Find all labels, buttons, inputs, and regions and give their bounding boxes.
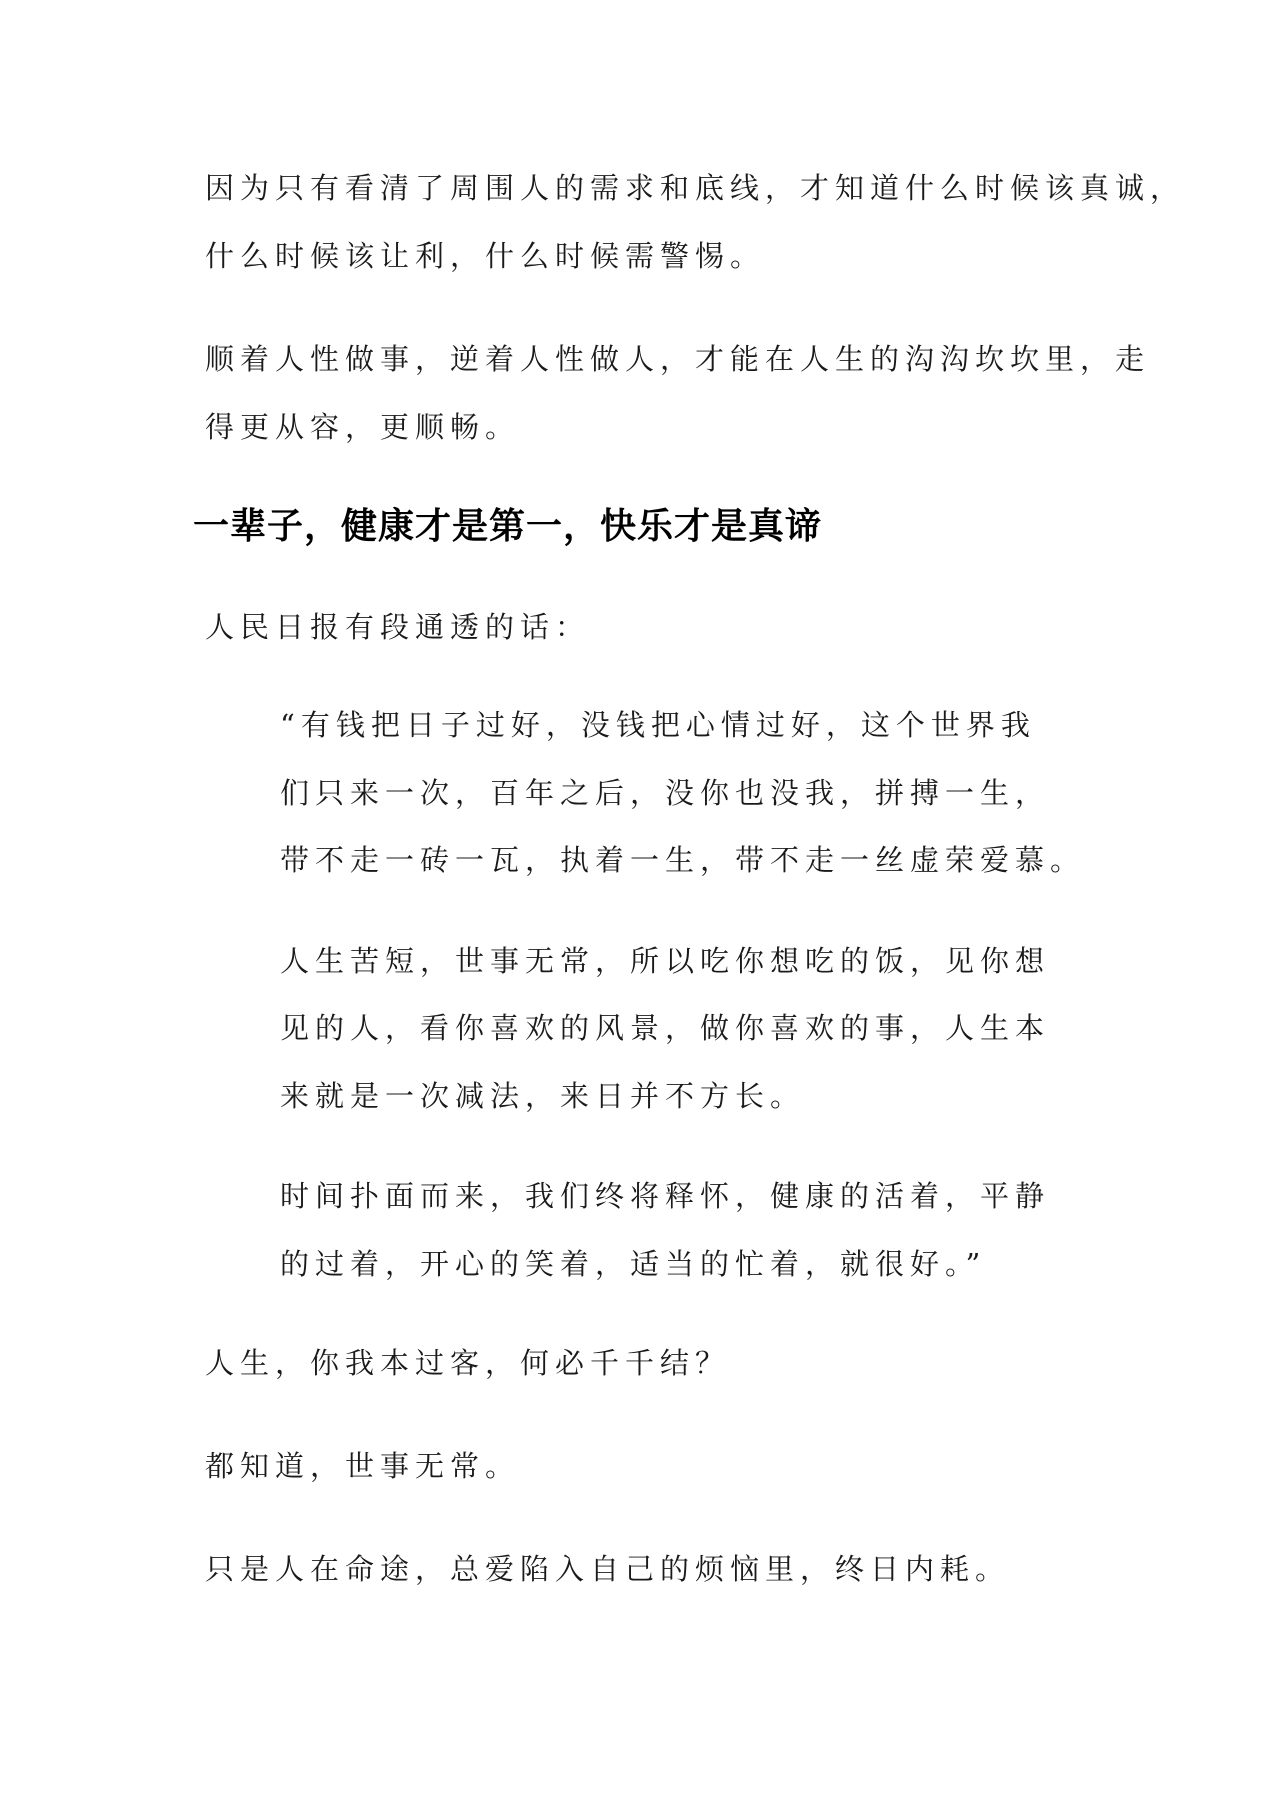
quote-paragraph-1-line-1: “有钱把日子过好，没钱把心情过好，这个世界我: [280, 708, 1036, 742]
intro-text: 人民日报有段通透的话：: [205, 610, 591, 644]
quote-paragraph-2-line-3: 来就是一次减法，来日并不方长。: [280, 1079, 806, 1113]
quote-paragraph-1-line-2: 们只来一次，百年之后，没你也没我，拼搏一生，: [280, 776, 1051, 810]
paragraph-2-line-2: 得更从容，更顺畅。: [205, 410, 521, 444]
closing-line-2: 都知道，世事无常。: [205, 1449, 521, 1483]
quote-paragraph-2-line-1: 人生苦短，世事无常，所以吃你想吃的饭，见你想: [280, 944, 1051, 978]
quote-paragraph-2-line-2: 见的人，看你喜欢的风景，做你喜欢的事，人生本: [280, 1011, 1051, 1045]
closing-line-1: 人生，你我本过客，何必千千结？: [205, 1346, 731, 1380]
paragraph-2-line-1: 顺着人性做事，逆着人性做人，才能在人生的沟沟坎坎里，走: [205, 342, 1151, 376]
quote-paragraph-3-line-2: 的过着，开心的笑着，适当的忙着，就很好。”: [280, 1247, 987, 1281]
closing-line-3: 只是人在命途，总爱陷入自己的烦恼里，终日内耗。: [205, 1552, 1011, 1586]
section-heading: 一辈子，健康才是第一，快乐才是真谛: [193, 506, 823, 547]
quote-paragraph-1-line-3: 带不走一砖一瓦，执着一生，带不走一丝虚荣爱慕。: [280, 843, 1086, 877]
paragraph-1-line-1: 因为只有看清了周围人的需求和底线，才知道什么时候该真诚，: [205, 171, 1186, 205]
quote-paragraph-3-line-1: 时间扑面而来，我们终将释怀，健康的活着，平静: [280, 1179, 1051, 1213]
paragraph-1-line-2: 什么时候该让利，什么时候需警惕。: [205, 239, 766, 273]
